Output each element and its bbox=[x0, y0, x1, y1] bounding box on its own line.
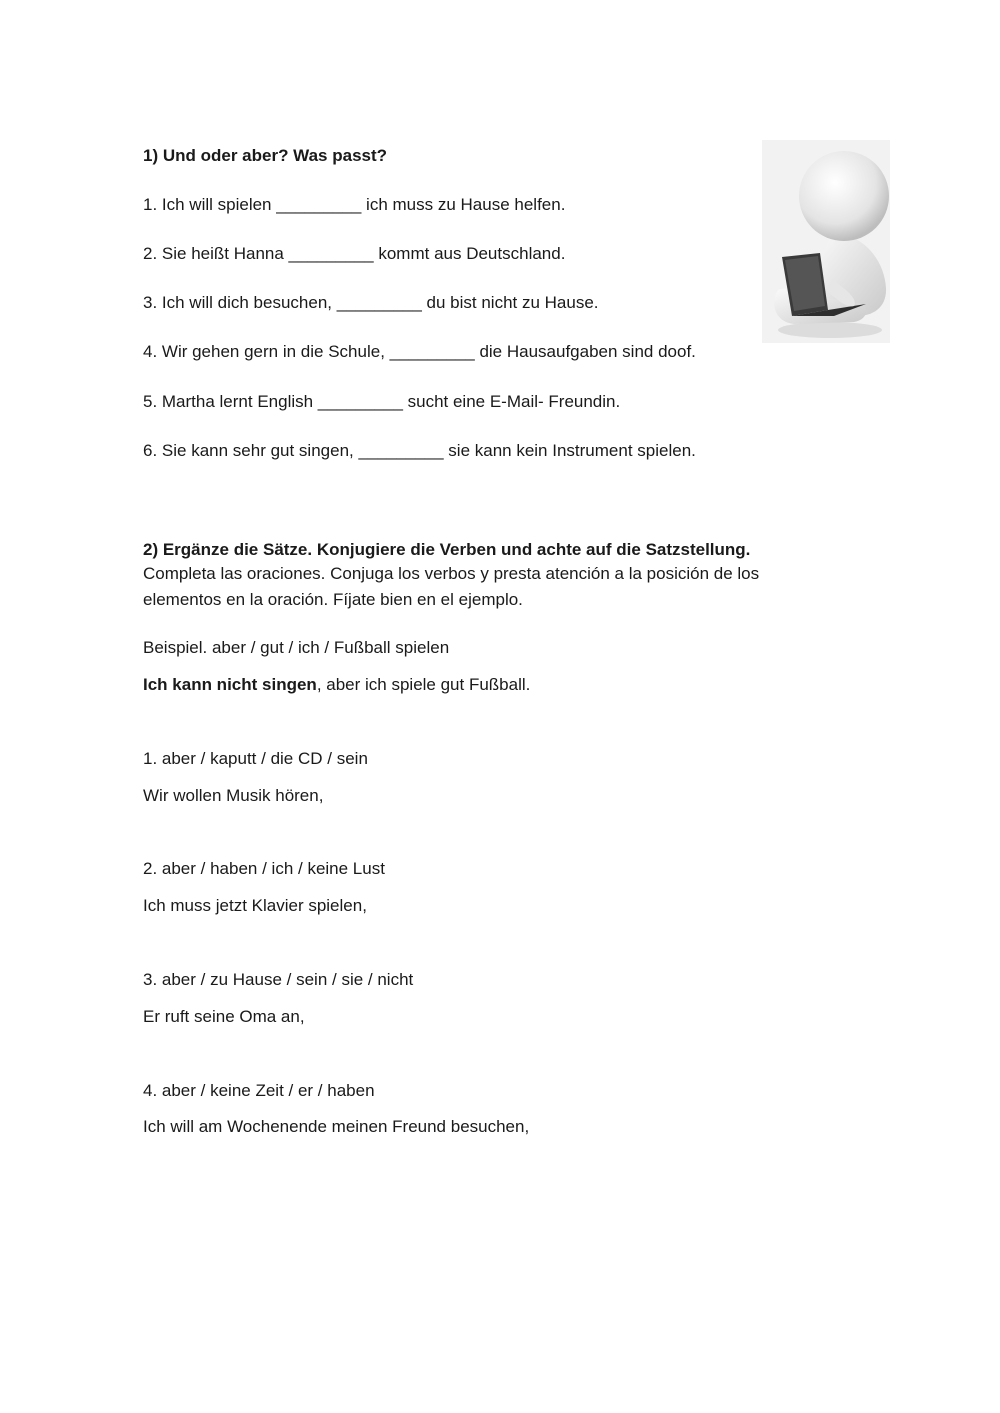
exercise2-sentence-4: Ich will am Wochenende meinen Freund besuchen, bbox=[143, 1117, 530, 1136]
exercise2-sentence-1: Wir wollen Musik hören, bbox=[143, 786, 324, 805]
person-laptop-icon bbox=[762, 140, 890, 343]
example-answer bbox=[143, 674, 530, 696]
exercise1-item-3: 3. Ich will dich besuchen, _________ du bist nicht zu Hause. bbox=[143, 293, 599, 312]
exercise1-item-6: 6. Sie kann sehr gut singen, _________ sie kann kein Instrument spielen. bbox=[143, 441, 696, 460]
exercise1-item-2: 2. Sie heißt Hanna _________ kommt aus Deutschland. bbox=[143, 244, 566, 263]
exercise1-item-1: 1. Ich will spielen _________ ich muss zu Hause helfen. bbox=[143, 195, 566, 214]
section1-title: 1) Und oder aber? Was passt? bbox=[143, 146, 388, 165]
exercise1-item-5: 5. Martha lernt English _________ sucht eine E-Mail- Freundin. bbox=[143, 392, 621, 411]
section2-title: 2) Ergänze die Sätze. Konjugiere die Verben und achte auf die Satzstellung. bbox=[143, 540, 751, 559]
exercise2-sentence-3: Er ruft seine Oma an, bbox=[143, 1007, 305, 1026]
example-prompt: Beispiel. aber / gut / ich / Fußball spielen bbox=[143, 638, 450, 657]
exercise2-sentence-2: Ich muss jetzt Klavier spielen, bbox=[143, 896, 367, 915]
section2-instructions-line2: elementos en la oración. Fíjate bien en el ejemplo. bbox=[143, 590, 523, 609]
exercise2-prompt-2: 2. aber / haben / ich / keine Lust bbox=[143, 859, 385, 878]
exercise1-item-4: 4. Wir gehen gern in die Schule, _________ die Hausaufgaben sind doof. bbox=[143, 342, 696, 361]
example-answer-bold: Ich kann nicht singen bbox=[143, 675, 317, 694]
section2-instructions-line1: Completa las oraciones. Conjuga los verbos y presta atención a la posición de los bbox=[143, 564, 760, 583]
exercise2-prompt-1: 1. aber / kaputt / die CD / sein bbox=[143, 749, 368, 768]
exercise2-prompt-4: 4. aber / keine Zeit / er / haben bbox=[143, 1081, 375, 1100]
exercise2-prompt-3: 3. aber / zu Hause / sein / sie / nicht bbox=[143, 970, 414, 989]
example-answer-rest: , aber ich spiele gut Fußball. bbox=[316, 675, 531, 694]
